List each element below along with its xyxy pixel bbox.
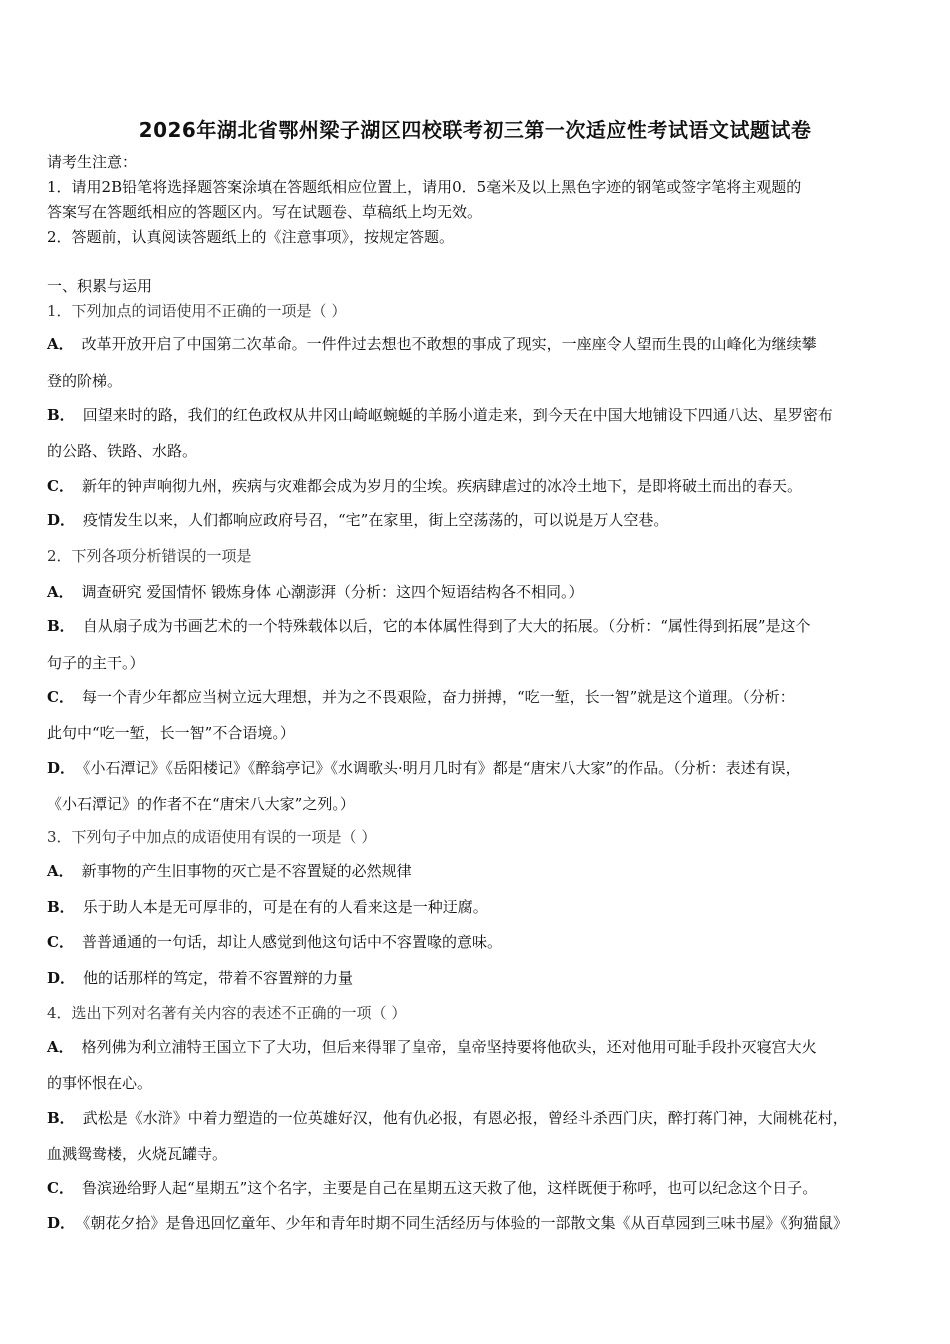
section-heading: 一、积累与运用 (47, 277, 153, 295)
option-text-continued: 的公路、铁路、水路。 (47, 442, 198, 460)
option-text-continued: 句子的主干。） (47, 654, 145, 672)
option-text: 调查研究 爱国情怀 锻炼身体 心潮澎湃（分析：这四个短语结构各不相同。） (81, 583, 584, 601)
option-b (47, 1108, 848, 1128)
option-text-continued: 登的阶梯。 (47, 372, 123, 390)
option-label: C． (47, 1179, 74, 1197)
question-stem: 4．选出下列对名著有关内容的表述不正确的一项（ ） (47, 1004, 407, 1022)
option-d (47, 1213, 848, 1233)
page-title: 2026年湖北省鄂州梁子湖区四校联考初三第一次适应性考试语文试题试卷 (138, 118, 812, 142)
option-label: B． (47, 898, 75, 916)
option-label: D． (47, 969, 76, 987)
option-c (47, 932, 502, 952)
option-a (47, 1037, 817, 1057)
option-text-continued: 血溅鸳鸯楼，火烧瓦罐寺。 (47, 1145, 228, 1163)
option-a (47, 861, 412, 881)
option-text: 改革开放开启了中国第二次革命。一件件过去想也不敢想的事成了现实，一座座令人望而生畏的山峰化为继续攀 (81, 335, 817, 353)
option-text: 武松是《水浒》中着力塑造的一位英雄好汉，他有仇必报，有恩必报，曾经斗杀西门庆，醉打蒋门神，大闹桃花村， (82, 1109, 848, 1127)
option-label: C． (47, 477, 74, 495)
option-label: B． (47, 617, 75, 635)
option-b (47, 405, 833, 425)
option-c (47, 476, 802, 496)
option-text: 普普通通的一句话，却让人感觉到他这句话中不容置喙的意味。 (81, 933, 502, 951)
option-label: D． (47, 759, 76, 777)
option-text: 格列佛为利立浦特王国立下了大功，但后来得罪了皇帝，皇帝坚持要将他砍头，还对他用可耻手段扑灭寝宫大火 (81, 1038, 817, 1056)
option-label: D． (47, 511, 76, 529)
option-text: 新事物的产生旧事物的灭亡是不容置疑的必然规律 (81, 862, 412, 880)
option-text: 回望来时的路，我们的红色政权从井冈山崎岖蜿蜒的羊肠小道走来，到今天在中国大地铺设下四通八达、星罗密布 (82, 406, 833, 424)
option-a (47, 582, 583, 602)
option-text: 乐于助人本是无可厚非的，可是在有的人看来这是一种迂腐。 (82, 898, 488, 916)
question-stem: 1．下列加点的词语使用不正确的一项是（ ） (47, 302, 347, 320)
option-label: A． (47, 335, 74, 353)
option-text: 疫情发生以来，人们都响应政府号召，“宅”在家里，街上空荡荡的，可以说是万人空巷。 (83, 511, 669, 529)
option-d (47, 968, 353, 988)
option-a (47, 334, 817, 354)
option-text: 鲁滨逊给野人起“星期五”这个名字，主要是自己在星期五这天救了他，这样既便于称呼，也可以纪念这个日子。 (81, 1179, 818, 1197)
option-text: 《小石潭记》《岳阳楼记》《醉翁亭记》《水调歌头·明月几时有》都是“唐宋八大家”的作品。（分析：表述有误， (83, 759, 801, 777)
option-label: A． (47, 583, 74, 601)
notice-heading: 请考生注意： (47, 153, 138, 171)
option-text: 每一个青少年都应当树立远大理想，并为之不畏艰险，奋力拼搏，“吃一堑，长一智”就是这个道理。（分析： (81, 688, 795, 706)
option-text-continued: 《小石潭记》的作者不在“唐宋八大家”之列。） (47, 795, 355, 813)
option-text-continued: 的事怀恨在心。 (47, 1074, 153, 1092)
option-b (47, 897, 488, 917)
notice-line: 2．答题前，认真阅读答题纸上的《注意事项》，按规定答题。 (47, 228, 455, 246)
option-label: A． (47, 862, 74, 880)
option-text: 自从扇子成为书画艺术的一个特殊载体以后，它的本体属性得到了大大的拓展。（分析：“属性得到拓展”是这个 (82, 617, 811, 635)
option-label: C． (47, 933, 74, 951)
option-text: 他的话那样的笃定，带着不容置辩的力量 (83, 969, 354, 987)
notice-line: 答案写在答题纸相应的答题区内。写在试题卷、草稿纸上均无效。 (47, 203, 483, 221)
option-label: A． (47, 1038, 74, 1056)
question-stem: 3．下列句子中加点的成语使用有误的一项是（ ） (47, 828, 377, 846)
option-label: C． (47, 688, 74, 706)
option-c (47, 1178, 817, 1198)
option-b (47, 616, 811, 636)
option-c (47, 687, 795, 707)
option-label: B． (47, 406, 75, 424)
option-text: 《朝花夕拾》是鲁迅回忆童年、少年和青年时期不同生活经历与体验的一部散文集《从百草园到三味书屋》《狗猫鼠》 (83, 1214, 849, 1232)
option-text: 新年的钟声响彻九州，疾病与灾难都会成为岁月的尘埃。疾病肆虐过的冰冷土地下，是即将破土而出的春天。 (81, 477, 802, 495)
option-label: B． (47, 1109, 75, 1127)
option-d (47, 510, 668, 530)
notice-line: 1．请用2B铅笔将选择题答案涂填在答题纸相应位置上，请用0．5毫米及以上黑色字迹的钢笔或签字笔将主观题的 (47, 178, 802, 196)
option-text-continued: 此句中“吃一堑，长一智”不合语境。） (47, 724, 295, 742)
option-label: D． (47, 1214, 76, 1232)
question-stem: 2．下列各项分析错误的一项是 (47, 547, 252, 565)
option-d (47, 758, 801, 778)
